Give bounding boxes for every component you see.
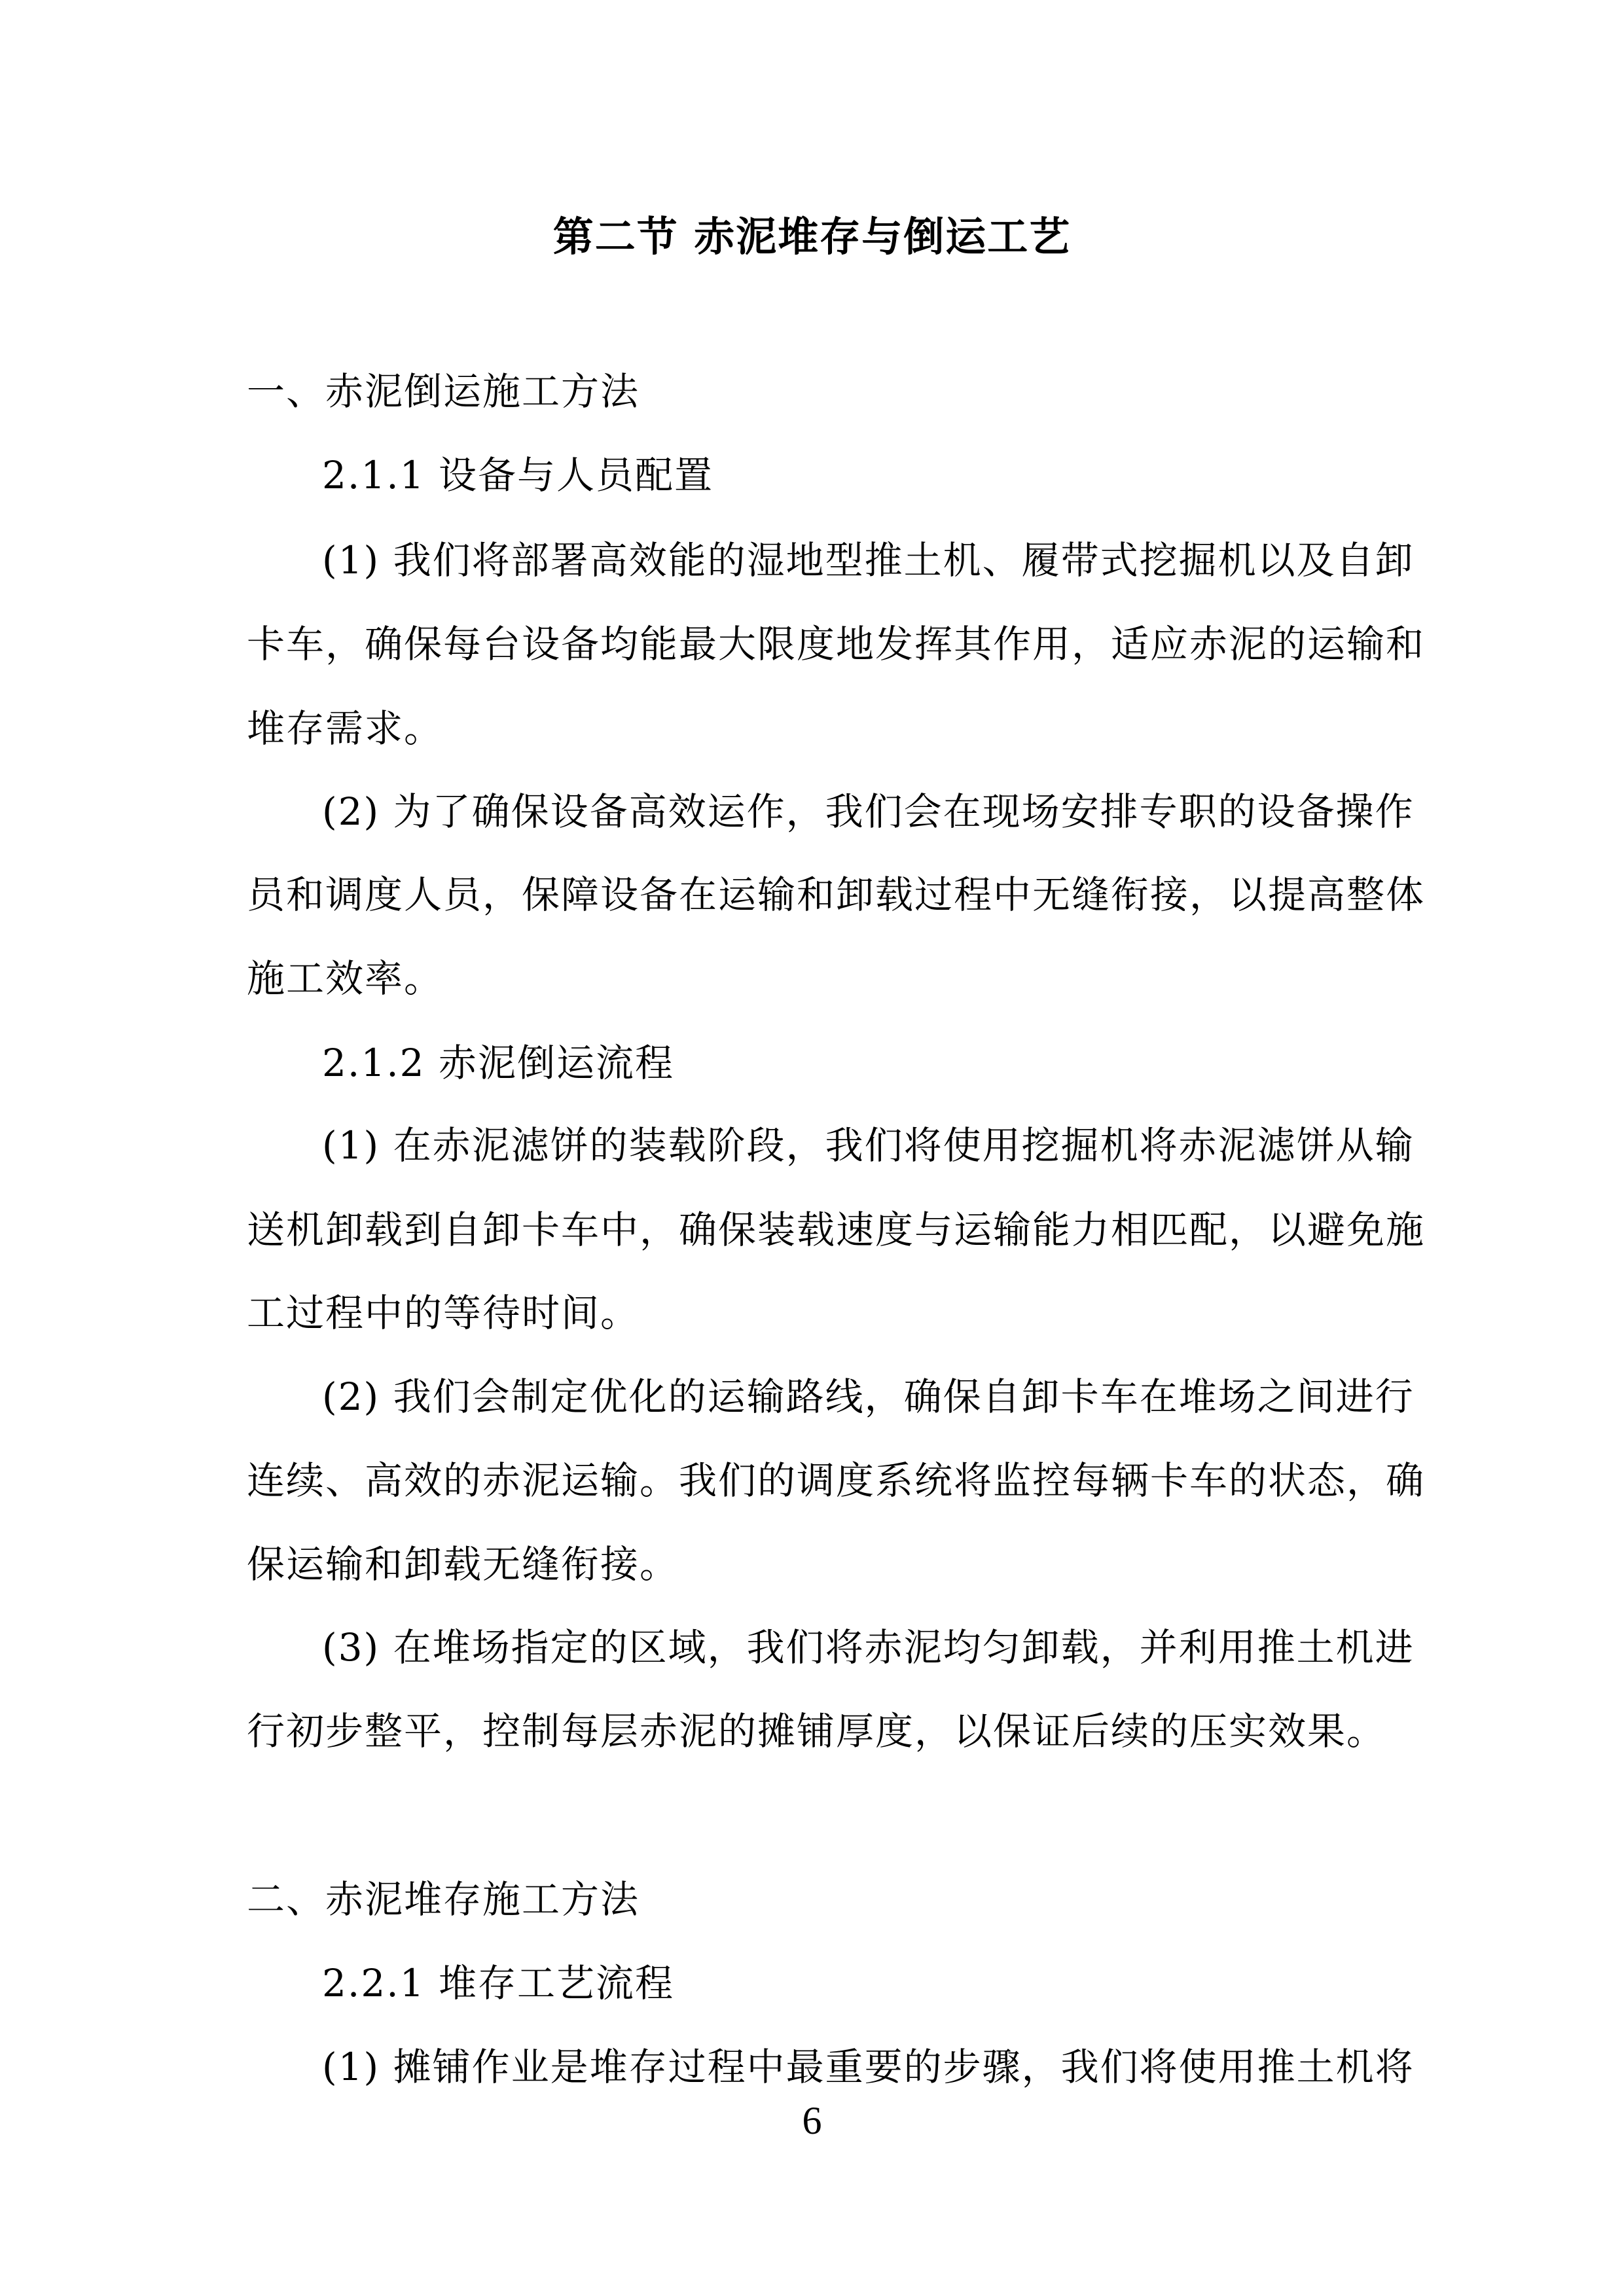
paragraph-line: 连续、高效的赤泥运输。我们的调度系统将监控每辆卡车的状态，确 [247,1458,1426,1503]
heading-2: 二、赤泥堆存施工方法 [247,1877,640,1922]
section-title: 第二节 赤泥堆存与倒运工艺 [552,213,1072,260]
paragraph-line: (1) 我们将部署高效能的湿地型推土机、履带式挖掘机以及自卸 [322,538,1415,583]
paragraph-line: (1) 摊铺作业是堆存过程中最重要的步骤，我们将使用推土机将 [322,2045,1415,2089]
paragraph-line: (2) 为了确保设备高效运作，我们会在现场安排专职的设备操作 [322,789,1415,834]
paragraph-line: 施工效率。 [247,956,444,1001]
subheading-2-1-2: 2.1.2 赤泥倒运流程 [322,1041,675,1085]
paragraph-line: 卡车，确保每台设备均能最大限度地发挥其作用，适应赤泥的运输和 [247,622,1426,666]
paragraph-line: 保运输和卸载无缝衔接。 [247,1542,679,1587]
paragraph-line: 送机卸载到自卸卡车中，确保装载速度与运输能力相匹配，以避免施 [247,1208,1426,1252]
paragraph-line: 员和调度人员，保障设备在运输和卸载过程中无缝衔接，以提高整体 [247,872,1426,917]
paragraph-line: (3) 在堆场指定的区域，我们将赤泥均匀卸载，并利用推土机进 [322,1625,1415,1670]
paragraph-line: (2) 我们会制定优化的运输路线，确保自卸卡车在堆场之间进行 [322,1374,1415,1419]
subheading-2-2-1: 2.2.1 堆存工艺流程 [322,1961,675,2005]
paragraph-line: 堆存需求。 [247,706,444,751]
page-number: 6 [802,2099,822,2142]
paragraph-line: 工过程中的等待时间。 [247,1291,640,1335]
paragraph-line: 行初步整平，控制每层赤泥的摊铺厚度，以保证后续的压实效果。 [247,1709,1386,1753]
paragraph-line: (1) 在赤泥滤饼的装载阶段，我们将使用挖掘机将赤泥滤饼从输 [322,1123,1415,1168]
heading-1: 一、赤泥倒运施工方法 [247,369,640,414]
subheading-2-1-1: 2.1.1 设备与人员配置 [322,453,714,497]
